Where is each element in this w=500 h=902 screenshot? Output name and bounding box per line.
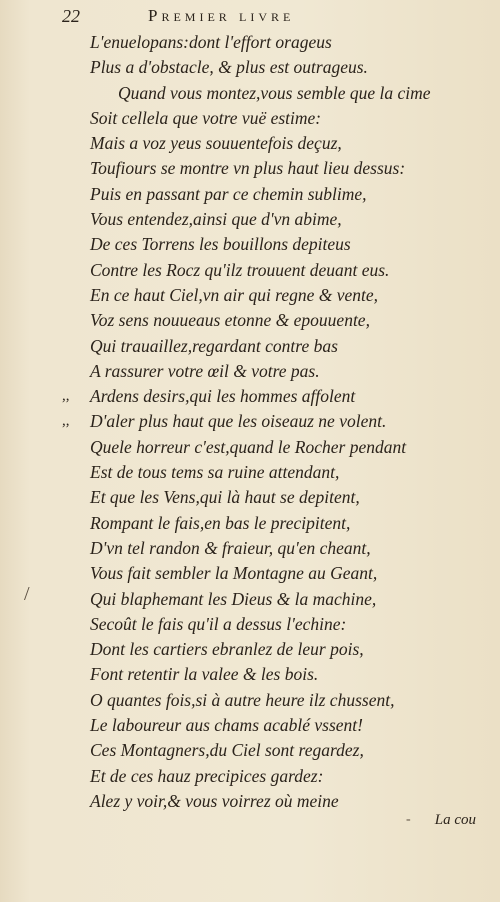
verse-line [0,460,500,485]
verse-line [0,637,500,662]
verse-text: En ce haut Ciel,vn air qui regne & vente, [90,284,379,305]
catchword-dash: - [406,812,411,827]
verse-line [0,30,500,55]
verse-line [0,485,500,510]
verse-text: Contre les Rocz qu'ilz trouuent deuant eus. [90,259,390,280]
verse-text: Puis en passant par ce chemin sublime, [90,183,367,204]
verse-line [0,511,500,536]
verse-line [0,81,500,106]
verse-text: Voz sens nouueaus etonne & epouuente, [90,310,370,331]
verse-line [0,359,500,384]
verse-line [0,536,500,561]
catchword: La cou [434,812,476,828]
verse-text: A rassurer votre œil & votre pas. [90,360,320,381]
verse-line [0,258,500,283]
verse-line [0,612,500,637]
quotation-mark: ,, [62,388,70,405]
verse-text: Soit cellela que votre vuë estime: [90,107,322,128]
verse-line [0,561,500,586]
verse-text: Vous entendez,ainsi que d'vn abime, [90,209,342,230]
verse-text: Rompant le fais,en bas le precipitent, [90,512,351,533]
verse-line [0,789,500,814]
verse-text: Toufiours se montre vn plus haut lieu dessus: [90,158,406,179]
verse-text: De ces Torrens les bouillons depiteus [90,234,351,255]
verse-text: Qui blaphemant les Dieus & la machine, [90,588,377,609]
verse-line [0,764,500,789]
verse-text: Ces Montagners,du Ciel sont regardez, [90,740,364,761]
verse-line [0,587,500,612]
verse-line [0,662,500,687]
page-header [62,6,472,32]
verse-text: O quantes fois,si à autre heure ilz chussent, [90,689,395,710]
verse-line [0,308,500,333]
verse-text: Ardens desirs,qui les hommes affolent [90,386,356,407]
verse-text: D'aler plus haut que les oiseauz ne volent. [90,411,387,432]
verse-text: Alez y voir,& vous voirrez où meine [90,790,339,811]
verse-line [0,334,500,359]
verse-text: Et de ces hauz precipices gardez: [90,765,324,786]
verse-text: D'vn tel randon & fraieur, qu'en cheant, [90,537,371,558]
verse-line [0,283,500,308]
verse-line [0,713,500,738]
verse-block [0,30,500,814]
verse-text: Qui trauaillez,regardant contre bas [90,335,338,356]
verse-line [0,55,500,80]
verse-line [0,738,500,763]
page-number: 22 [62,6,80,26]
margin-mark: / [24,583,30,605]
verse-line [0,131,500,156]
verse-text: Plus a d'obstacle, & plus est outrageus. [90,57,368,78]
verse-line [0,156,500,181]
verse-line [0,182,500,207]
verse-text: Dont les cartiers ebranlez de leur pois, [90,639,364,660]
verse-text: Vous fait sembler la Montagne au Geant, [90,563,378,584]
verse-line [0,435,500,460]
verse-text: Font retentir la valee & les bois. [90,664,319,685]
running-head: Premier livre [148,6,295,25]
verse-text: Mais a voz yeus souuentefois deçuz, [90,133,342,154]
verse-text: Est de tous tems sa ruine attendant, [90,462,340,483]
verse-text: Quand vous montez,vous semble que la cime [118,82,431,103]
verse-line [0,688,500,713]
quotation-mark: ,, [62,413,70,430]
verse-line [0,232,500,257]
verse-line [0,384,500,409]
verse-text: Le laboureur aus chams acablé vssent! [90,715,363,736]
verse-line [0,207,500,232]
verse-text: L'enuelopans:dont l'effort orageus [90,32,332,52]
verse-text: Secoût le fais qu'il a dessus l'echine: [90,613,347,634]
verse-text: Et que les Vens,qui là haut se depitent, [90,487,360,508]
verse-text: Quele horreur c'est,quand le Rocher pendant [90,436,407,457]
verse-line [0,409,500,434]
verse-line [0,106,500,131]
